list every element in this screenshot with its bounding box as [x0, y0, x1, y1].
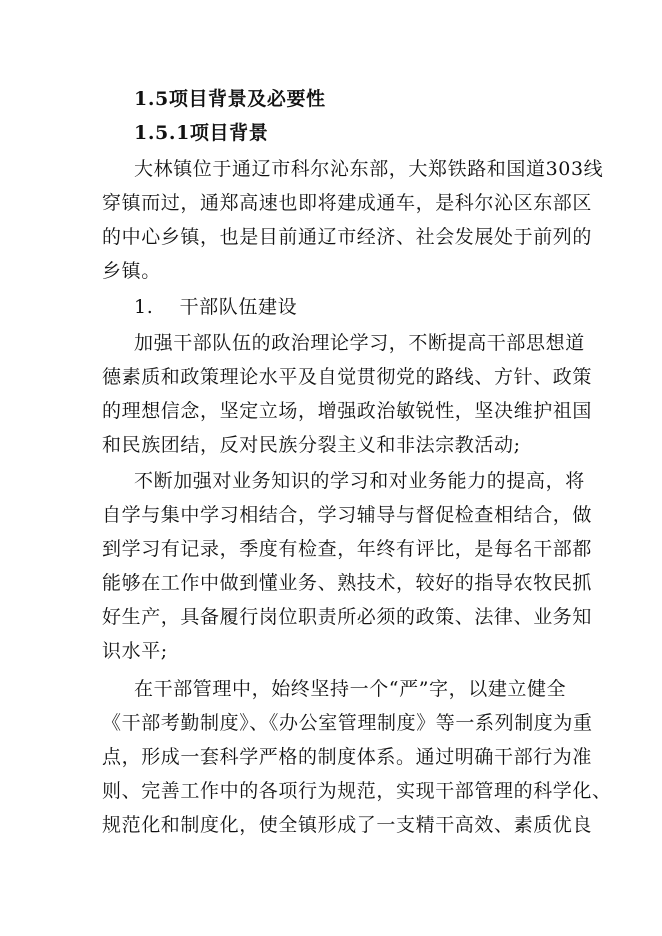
paragraph-line: 在干部管理中，始终坚持一个“严”字，以建立健全 — [134, 678, 567, 700]
paragraph-line: 加强干部队伍的政治理论学习，不断提高干部思想道 — [134, 332, 585, 354]
paragraph-line: 和民族团结，反对民族分裂主义和非法宗教活动; — [102, 434, 521, 456]
paragraph-line: 自学与集中学习相结合，学习辅导与督促检查相结合，做 — [102, 504, 593, 526]
paragraph-line: 到学习有记录，季度有检查，年终有评比，是每名干部都 — [102, 538, 593, 560]
paragraph-line: 好生产，具备履行岗位职责所必须的政策、法律、业务知 — [102, 606, 593, 628]
subsection-heading: 1.5.1项目背景 — [134, 122, 269, 144]
paragraph-line: 穿镇而过，通郑高速也即将建成通车，是科尔沁区东部区 — [102, 192, 593, 214]
paragraph-line: 乡镇。 — [102, 260, 161, 282]
list-item-cadre-team: 1. 干部队伍建设 — [134, 296, 298, 318]
paragraph-line: 识水平; — [102, 640, 168, 662]
paragraph-line: 不断加强对业务知识的学习和对业务能力的提高，将 — [134, 470, 585, 492]
paragraph-line: 大林镇位于通辽市科尔沁东部，大郑铁路和国道303线 — [134, 158, 604, 180]
paragraph-line: 规范化和制度化，使全镇形成了一支精干高效、素质优良 — [102, 814, 593, 836]
paragraph-line: 点，形成一套科学严格的制度体系。通过明确干部行为准 — [102, 746, 593, 768]
paragraph-line: 德素质和政策理论水平及自觉贯彻党的路线、方针、政策 — [102, 366, 593, 388]
paragraph-line: 能够在工作中做到懂业务、熟技术，较好的指导农牧民抓 — [102, 572, 593, 594]
paragraph-line: 的理想信念，坚定立场，增强政治敏锐性，坚决维护祖国 — [102, 400, 593, 422]
section-heading: 1.5项目背景及必要性 — [134, 88, 326, 110]
paragraph-line: 的中心乡镇，也是目前通辽市经济、社会发展处于前列的 — [102, 226, 593, 248]
paragraph-line: 则、完善工作中的各项行为规范，实现干部管理的科学化、 — [102, 780, 612, 802]
paragraph-line: 《干部考勤制度》、《办公室管理制度》等一系列制度为重 — [102, 712, 593, 734]
